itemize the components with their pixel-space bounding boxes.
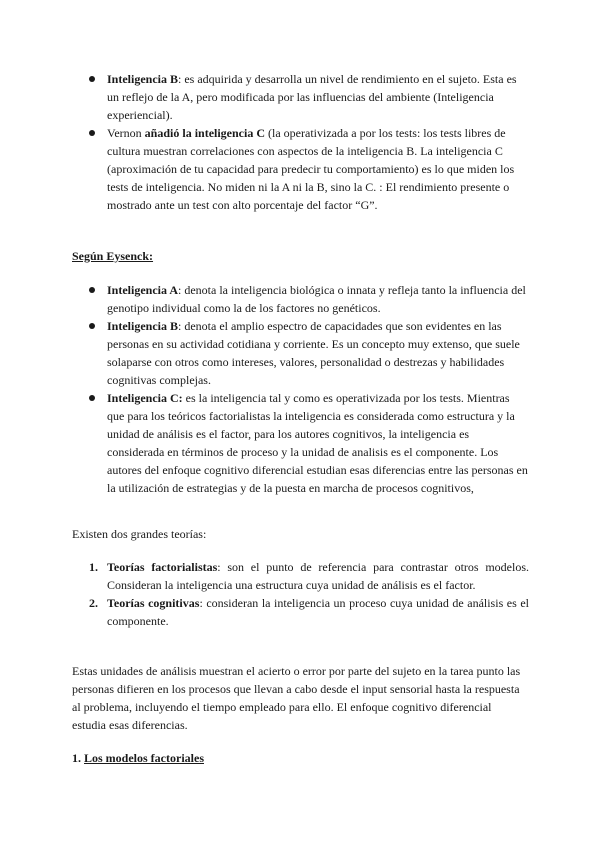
definition-text: : denota la inteligencia biológica o innata y refleja tanto la influencia del genotipo individual como la de los factores no genéticos. xyxy=(107,283,526,315)
list-item xyxy=(89,124,529,214)
section-title xyxy=(72,749,204,767)
list-item xyxy=(89,558,529,594)
definition-text: es la inteligencia tal y como es operativizada por los tests. Mientras que para los teóricos factorialistas la inteligencia es considerada como estructura y la unidad de análisis es el factor, para los autores cognitivos, la inteligencia es considerada en términos de proceso y la unidad de analisis es el componente. Los autores del enfoque cognitivo diferencial estudian esas diferencias entre las personas en la utilización de estrategias y de la puesta en marcha de procesos cognitivos, xyxy=(107,391,528,495)
term-label: añadió la inteligencia C xyxy=(144,126,266,140)
definition-text: : consideran la inteligencia un proceso cuya unidad de análisis es el componente. xyxy=(107,596,529,628)
intelligence-list-2 xyxy=(89,281,529,497)
definition-text: : es adquirida y desarrolla un nivel de rendimiento en el sujeto. Esta es un reflejo de la A, pero modificada por las influencias del ambiente (Inteligencia experiencial). xyxy=(107,72,517,122)
item-number: 1. xyxy=(89,560,98,574)
bullet-icon xyxy=(89,76,95,82)
eysenck-heading: Según Eysenck: xyxy=(72,249,154,263)
term-label: Teorías factorialistas xyxy=(107,560,218,574)
prefix-text: Vernon xyxy=(107,126,145,140)
term-label: Teorías cognitivas xyxy=(107,596,200,610)
list-item xyxy=(89,594,529,630)
theories-intro: Existen dos grandes teorías: xyxy=(72,527,207,541)
term-label: Inteligencia C: xyxy=(107,391,183,405)
definition-text: : denota el amplio espectro de capacidades que son evidentes en las personas en su actividad cotidiana y corriente. Es un concepto muy extenso, que suele solaparse con otros como intereses, valores, personalidad o destrezas y habilidades cognitivas complejas. xyxy=(107,319,520,387)
section-title-text: Los modelos factoriales xyxy=(84,751,204,765)
list-item xyxy=(89,317,529,389)
term-label: Inteligencia A xyxy=(107,283,178,297)
bullet-icon xyxy=(89,287,95,293)
definition-text: : son el punto de referencia para contrastar otros modelos. Consideran la inteligencia una estructura cuya unidad de análisis es el factor. xyxy=(107,560,529,592)
bullet-icon xyxy=(89,323,95,329)
bullet-icon xyxy=(89,395,95,401)
definition-text: (la operativizada a por los tests: los tests libres de cultura muestran correlaciones con aspectos de la inteligencia B. La inteligencia C (aproximación de tu capacidad para predecir tu comportamiento) es lo que miden los tests de inteligencia. No miden ni la A ni la B, sino la C. : El rendimiento presente o mostrado ante un test con alto porcentaje del factor “G”. xyxy=(107,126,515,212)
section-number: 1. xyxy=(72,751,81,765)
body-paragraph: Estas unidades de análisis muestran el acierto o error por parte del sujeto en la tarea punto las personas difieren en los procesos que llevan a cabo desde el input sensorial hasta la respuesta al problema, incluyendo el tiempo empleado para ello. El enfoque cognitivo diferencial estudia esas diferencias. xyxy=(72,664,521,732)
list-item xyxy=(89,70,529,124)
intelligence-list-1 xyxy=(89,70,529,214)
term-label: Inteligencia B xyxy=(107,319,178,333)
item-number: 2. xyxy=(89,596,98,610)
list-item xyxy=(89,389,529,497)
bullet-icon xyxy=(89,130,95,136)
term-label: Inteligencia B xyxy=(107,72,178,86)
theories-list xyxy=(89,558,529,630)
list-item xyxy=(89,281,529,317)
